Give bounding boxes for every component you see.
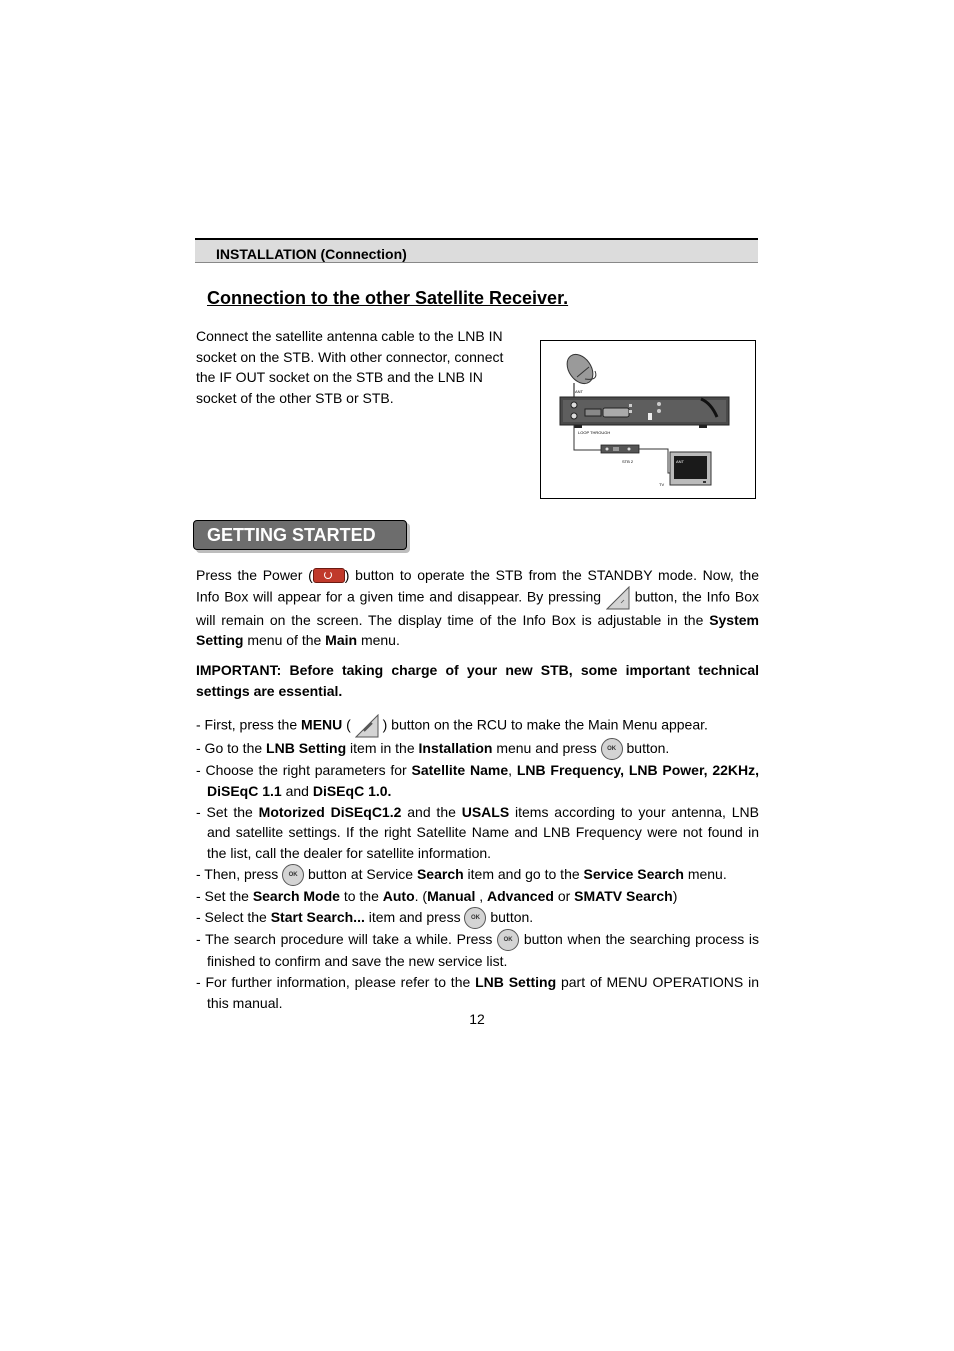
step-item: - Set the Motorized DiSEqC1.2 and the USALS items according to your antenna, LNB and satellite settings. If the right Satellite Name and LNB Frequency were not found in the list, call the dealer for satellite information. [196,803,759,862]
power-text-1: Press the Power ( [196,567,313,583]
info-button-icon [606,586,630,610]
ok-button-icon: OK [282,864,304,886]
step-item: - The search procedure will take a while. Press OK button when the searching process is finished to confirm and save the new service list. [196,931,760,970]
getting-started-heading [193,520,407,550]
stb2-label: STB 2 [622,459,634,464]
step-item: - Choose the right parameters for Satellite Name, LNB Frequency, LNB Power, 22KHz, DiSEqC 1.1 and DiSEqC 1.0. [196,762,759,799]
tv-label: TV [659,482,665,487]
section-header-label: INSTALLATION (Connection) [216,246,407,262]
ant-label: ANT [575,389,583,394]
power-text-3: button, the Info Box will remain on the screen. The display time of the Info Box is adjustable in the [196,588,759,628]
section-header-bar [195,238,758,263]
page-number: 12 [469,1011,485,1027]
ok-button-icon: OK [601,738,623,760]
power-text-5: menu. [357,632,400,649]
step-item: - Select the Start Search... item and press OK button. [196,907,759,929]
second-stb-icon [601,445,639,453]
main-bold: Main [325,632,358,649]
step-item: - Go to the LNB Setting item in the Installation menu and press OK button. [196,738,759,760]
ok-button-icon: OK [497,929,519,951]
system-setting-bold: System Setting [196,611,759,649]
step-item: - Then, press OK button at Service Search item and go to the Service Search menu. [196,864,759,886]
getting-started-title: GETTING STARTED [207,525,376,545]
important-notice: IMPORTANT: Before taking charge of your new STB, some important technical settings are essential. [196,662,759,699]
connection-diagram-svg [541,341,757,500]
power-text-2: ) button to operate the STB from the STANDBY mode. Now, the Info Box will appear for a given time and disappear. By pressing [196,567,759,605]
power-paragraph [196,565,759,651]
power-button-icon [313,568,345,583]
connection-title: Connection to the other Satellite Receiver. [207,288,569,308]
connection-diagram [540,340,756,499]
step-item: - Set the Search Mode to the Auto. (Manual , Advanced or SMATV Search) [196,888,678,905]
stb-box-icon [560,397,729,428]
loop-through-label: LOOP THROUGH [578,430,611,435]
power-text-4: menu of the [243,632,326,649]
connection-text: Connect the satellite antenna cable to the LNB IN socket on the STB. With other connector, connect the IF OUT socket on the STB and the LNB IN socket of the other STB or STB. [196,328,504,407]
tv-icon [670,452,711,485]
setup-steps-list [196,714,759,1014]
menu-button-icon [355,714,379,738]
step-item: - For further information, please refer to the LNB Setting part of MENU OPERATIONS in this manual. [196,974,759,1011]
step-item: - First, press the MENU ( ) button on the RCU to make the Main Menu appear. [196,714,759,738]
tv-screen-label: ANT [676,459,684,464]
ok-button-icon: OK [464,907,486,929]
